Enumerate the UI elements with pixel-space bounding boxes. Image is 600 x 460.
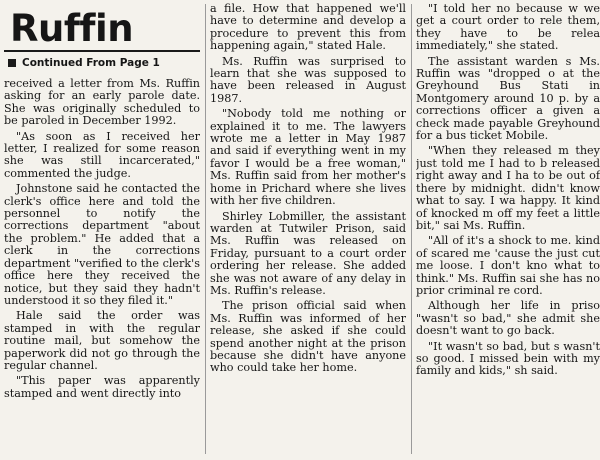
jump-line-text: Continued From Page 1	[22, 57, 160, 69]
paragraph: Johnstone said he contacted the clerk's office here and told the personnel to notify the corrections department "about the problem." He added that a clerk in the corrections department "verified to the clerk's office here they received the notice, but they said they hadn't understood it so they filed it."	[4, 182, 200, 307]
paragraph: Shirley Lobmiller, the assistant warden at Tutwiler Prison, said Ms. Ruffin was released on Friday, pursuant to a court order ordering her release. She added she was not aware of any delay in Ms. Ruffin's release.	[210, 209, 406, 297]
paragraph: received a letter from Ms. Ruffin asking for an early parole date. She was originally scheduled to be paroled in December 1992.	[4, 77, 200, 128]
column-1	[4, 0, 200, 460]
paragraph: "Nobody told me nothing or explained it to me. The lawyers wrote me a letter in May 1987 and said if everything went in my favor I would be a free woman," Ms. Ruffin said from her mother's home in Prichard where she lives with her five children.	[210, 107, 406, 208]
paragraph: "This paper was apparently stamped and went directly into	[4, 374, 200, 400]
headline-rule	[4, 50, 200, 52]
column-2	[210, 0, 406, 460]
column-divider	[411, 4, 412, 454]
column-divider	[205, 4, 206, 454]
paragraph: Hale said the order was stamped in with the regular routine mail, but somehow the paperwork did not go through the regular channel.	[4, 309, 200, 372]
paragraph: "I told her no because w we get a court order to rele them, they have to be relea immediately," she stated.	[416, 2, 600, 53]
headline: Ruffin	[10, 7, 134, 50]
paragraph: a file. How that happened we'll have to determine and develop a procedure to prevent this from happening again," stated Hale.	[210, 2, 406, 53]
jump-line	[8, 56, 200, 70]
column-3	[416, 0, 600, 460]
paragraph: The assistant warden s Ms. Ruffin was "dropped o at the Greyhound Bus Stati in Montgomery around 10 p. by a corrections officer a given a check made payable Greyhound for a bus ticket Mobile.	[416, 54, 600, 143]
paragraph: Ms. Ruffin was surprised to learn that she was supposed to have been released in August 1987.	[210, 54, 406, 105]
square-bullet-icon	[8, 59, 16, 67]
paragraph: "All of it's a shock to me. kind of scared me 'cause the just cut me loose. I don't kno what to think." Ms. Ruffin sai she has no prior criminal re cord.	[416, 234, 600, 297]
paragraph: Although her life in priso "wasn't so bad," she admit she doesn't want to go back.	[416, 299, 600, 338]
paragraph: "When they released m they just told me I had to b released right away and I ha to be out of there by midnight. didn't know what to say. I wa happy. It kind of knocked m off my feet a little bit," sai Ms. Ruffin.	[416, 144, 600, 232]
paragraph: "As soon as I received her letter, I realized for some reason she was still incarcerated," commented the judge.	[4, 129, 200, 180]
paragraph: The prison official said when Ms. Ruffin was informed of her release, she asked if she could spend another night at the prison because she didn't have anyone who could take her home.	[210, 299, 406, 375]
paragraph: "It wasn't so bad, but s wasn't so good. I missed bein with my family and kids," sh said.	[416, 339, 600, 378]
